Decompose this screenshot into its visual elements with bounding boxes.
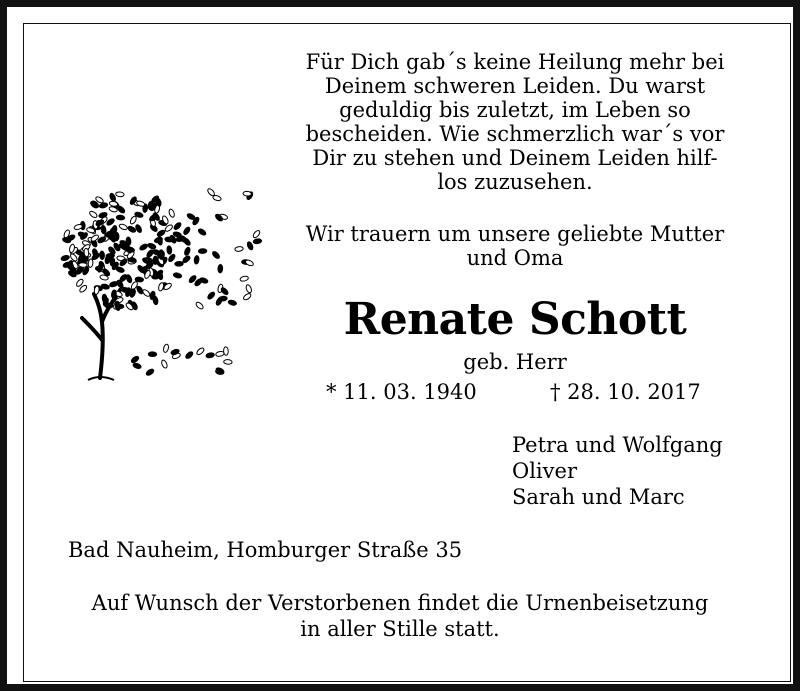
poem-line: los zuzusehen.: [437, 170, 593, 194]
mourner-entry: Petra und Wolfgang: [512, 433, 723, 457]
mourners-list: [512, 432, 723, 510]
mourning-line: Wir trauern um unsere geliebte Mutter: [305, 222, 725, 246]
notice-line: Auf Wunsch der Verstorbenen findet die Urnenbeisetzung: [91, 591, 709, 615]
poem-verse: [270, 50, 760, 194]
address: Bad Nauheim, Homburger Straße 35: [68, 538, 463, 562]
poem-line: Für Dich gab´s keine Heilung mehr bei: [305, 50, 725, 74]
mourner-entry: Sarah und Marc: [512, 485, 685, 509]
tree-with-falling-leaves-icon: [58, 172, 264, 384]
mourning-statement: [270, 222, 760, 270]
poem-line: bescheiden. Wie schmerzlich war´s vor: [305, 122, 725, 146]
death-date: † 28. 10. 2017: [550, 380, 701, 404]
poem-line: Dir zu stehen und Deinem Leiden hilf-: [312, 146, 718, 170]
poem-line: geduldig bis zuletzt, im Leben so: [339, 98, 691, 122]
burial-notice: [40, 590, 760, 642]
birth-date: * 11. 03. 1940: [326, 380, 477, 404]
mourning-line: und Oma: [466, 246, 564, 270]
mourner-entry: Oliver: [512, 459, 577, 483]
maiden-name: geb. Herr: [463, 350, 567, 374]
deceased-name: Renate Schott: [343, 294, 687, 345]
poem-line: Deinem schweren Leiden. Du warst: [324, 74, 706, 98]
notice-line: in aller Stille statt.: [300, 617, 500, 641]
